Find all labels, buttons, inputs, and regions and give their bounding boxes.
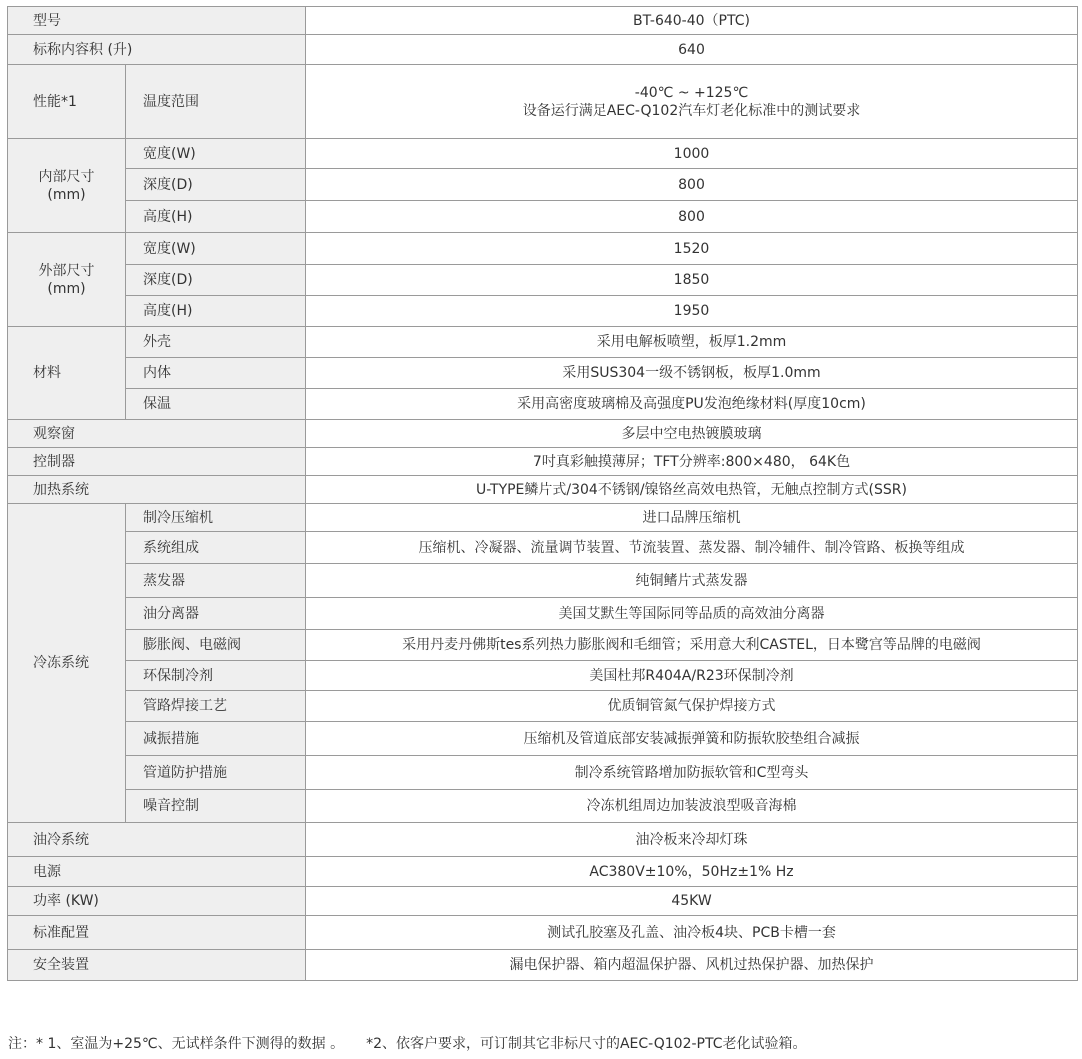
table-row [8,722,1078,756]
spec-table [7,6,1078,981]
temperature-requirement-line: 设备运行满足AEC-Q102汽车灯老化标准中的测试要求 [522,102,861,119]
table-row [8,661,1078,691]
table-row [8,7,1078,35]
sub-label-outer-width: 宽度(W) [126,233,306,265]
row-label-window: 观察窗 [8,420,306,448]
sub-label-inner-height: 高度(H) [126,201,306,233]
table-row [8,358,1078,389]
sub-label-shell: 外壳 [126,327,306,358]
row-value-oil-cooling: 油冷板来冷却灯珠 [306,823,1078,857]
group-label-material: 材料 [8,327,126,420]
table-row [8,327,1078,358]
table-row [8,476,1078,504]
sub-label-pipe-protection: 管道防护措施 [126,756,306,790]
sub-label-inner-width: 宽度(W) [126,139,306,169]
outer-size-title: 外部尺寸 [38,262,95,279]
row-label-safety: 安全装置 [8,950,306,981]
row-value-controller: 7吋真彩触摸薄屏；TFT分辨率:800×480， 64K色 [306,448,1078,476]
table-row [8,598,1078,630]
table-row [8,169,1078,201]
footnotes [8,1033,1078,1053]
sub-label-system-composition: 系统组成 [126,532,306,564]
sub-label-outer-depth: 深度(D) [126,265,306,296]
table-row [8,756,1078,790]
sub-label-compressor: 制冷压缩机 [126,504,306,532]
table-row [8,857,1078,887]
table-row [8,201,1078,233]
row-label-heating: 加热系统 [8,476,306,504]
footnote-1: 注：* 1、室温为+25℃、无试样条件下测得的数据 。 [8,1036,345,1052]
inner-size-title: 内部尺寸 [38,168,95,185]
table-row [8,691,1078,722]
group-label-inner-size [8,139,126,233]
row-value-inner-depth: 800 [306,169,1078,201]
sub-label-evaporator: 蒸发器 [126,564,306,598]
row-value-insulation: 采用高密度玻璃棉及高强度PU发泡绝缘材料(厚度10cm) [306,389,1078,420]
row-value-welding: 优质铜管氮气保护焊接方式 [306,691,1078,722]
sub-label-temperature-range: 温度范围 [126,65,306,139]
row-label-standard-config: 标准配置 [8,916,306,950]
row-value-shell: 采用电解板喷塑，板厚1.2mm [306,327,1078,358]
table-row [8,504,1078,532]
sub-label-insulation: 保温 [126,389,306,420]
row-value-inner-body: 采用SUS304一级不锈钢板，板厚1.0mm [306,358,1078,389]
row-label-oil-cooling: 油冷系统 [8,823,306,857]
row-value-temperature-range [306,65,1078,139]
table-row [8,823,1078,857]
table-row [8,65,1078,139]
row-value-outer-height: 1950 [306,296,1078,327]
sub-label-noise-control: 噪音控制 [126,790,306,823]
table-row [8,916,1078,950]
row-value-oil-separator: 美国艾默生等国际同等品质的高效油分离器 [306,598,1078,630]
row-value-noise-control: 冷冻机组周边加装波浪型吸音海棉 [306,790,1078,823]
group-label-outer-size [8,233,126,327]
row-value-model: BT-640-40（PTC) [306,7,1078,35]
sub-label-refrigerant: 环保制冷剂 [126,661,306,691]
row-value-vibration: 压缩机及管道底部安装减振弹簧和防振软胶垫组合减振 [306,722,1078,756]
sub-label-inner-depth: 深度(D) [126,169,306,201]
table-row [8,296,1078,327]
row-value-valves: 采用丹麦丹佛斯tes系列热力膨胀阀和毛细管；采用意大利CASTEL，日本鹭宫等品牌的电磁阀 [306,630,1078,661]
row-value-outer-width: 1520 [306,233,1078,265]
table-row [8,564,1078,598]
inner-size-unit: (mm) [47,186,86,203]
sub-label-inner-body: 内体 [126,358,306,389]
temperature-range-line: -40℃ ~ +125℃ [634,84,749,101]
table-row [8,950,1078,981]
row-value-evaporator: 纯铜鳍片式蒸发器 [306,564,1078,598]
row-value-pipe-protection: 制冷系统管路增加防振软管和C型弯头 [306,756,1078,790]
row-value-outer-depth: 1850 [306,265,1078,296]
table-row [8,265,1078,296]
row-value-safety: 漏电保护器、箱内超温保护器、风机过热保护器、加热保护 [306,950,1078,981]
table-row [8,139,1078,169]
sub-label-valves: 膨胀阀、电磁阀 [126,630,306,661]
row-label-volume: 标称内容积 (升) [8,35,306,65]
table-row [8,630,1078,661]
group-label-performance: 性能*1 [8,65,126,139]
group-label-refrigeration: 冷冻系统 [8,504,126,823]
row-value-compressor: 进口品牌压缩机 [306,504,1078,532]
table-row [8,448,1078,476]
table-row [8,790,1078,823]
row-value-window: 多层中空电热镀膜玻璃 [306,420,1078,448]
row-value-power: 45KW [306,887,1078,916]
table-row [8,887,1078,916]
table-row [8,233,1078,265]
table-row [8,420,1078,448]
row-label-model: 型号 [8,7,306,35]
row-value-heating: U-TYPE鳞片式/304不锈钢/镍铬丝高效电热管，无触点控制方式(SSR) [306,476,1078,504]
row-label-power: 功率 (KW) [8,887,306,916]
row-label-controller: 控制器 [8,448,306,476]
table-row [8,35,1078,65]
footnote-2: *2、依客户要求，可订制其它非标尺寸的AEC-Q102-PTC老化试验箱。 [366,1036,807,1052]
sub-label-vibration: 减振措施 [126,722,306,756]
row-value-inner-width: 1000 [306,139,1078,169]
row-value-refrigerant: 美国杜邦R404A/R23环保制冷剂 [306,661,1078,691]
table-row [8,389,1078,420]
row-value-inner-height: 800 [306,201,1078,233]
row-value-system-composition: 压缩机、冷凝器、流量调节装置、节流装置、蒸发器、制冷辅件、制冷管路、板换等组成 [306,532,1078,564]
table-row [8,532,1078,564]
row-value-volume: 640 [306,35,1078,65]
row-value-power-supply: AC380V±10%，50Hz±1% Hz [306,857,1078,887]
row-value-standard-config: 测试孔胶塞及孔盖、油冷板4块、PCB卡槽一套 [306,916,1078,950]
outer-size-unit: (mm) [47,280,86,297]
sub-label-welding: 管路焊接工艺 [126,691,306,722]
row-label-power-supply: 电源 [8,857,306,887]
sub-label-outer-height: 高度(H) [126,296,306,327]
sub-label-oil-separator: 油分离器 [126,598,306,630]
